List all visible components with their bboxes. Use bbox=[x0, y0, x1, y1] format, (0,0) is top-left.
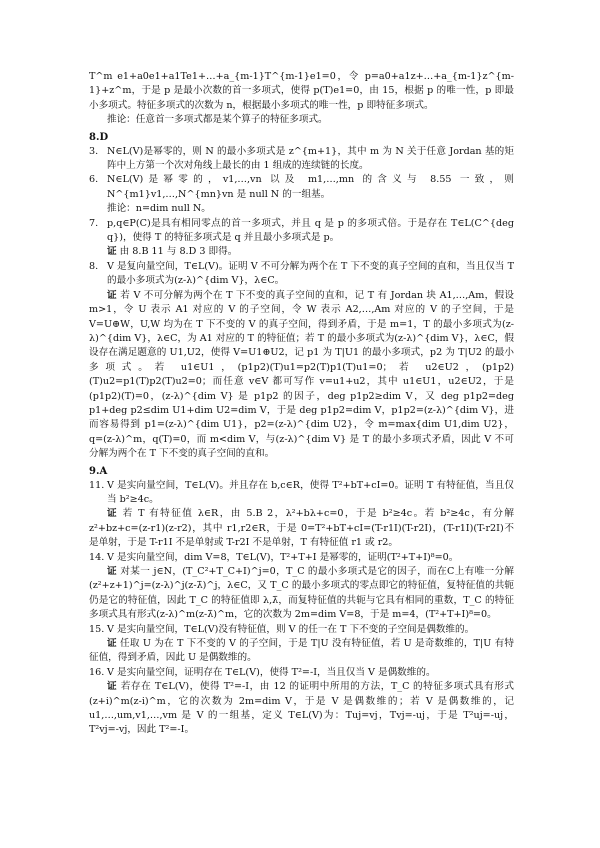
corollary-dim-null: 推论：n=dim null N。 bbox=[107, 203, 211, 215]
proof-label: 证 bbox=[107, 508, 119, 520]
proof-paragraph bbox=[89, 289, 514, 462]
proof-text: 若 V 不可分解为两个在 T 下不变的真子空间的直和，记 T 有 Jordan 块 A1,…,Am，假设 m>1，令 U 表示 A1 对应的 V 的子空间，令 W 表示 A2,…,Am 对应的 V 的子空间，于是 V=U⊕W，U,W 均为在 T 下不变的 V 的真子空间，得到矛盾，于是 m=1，T 的最小多项式为(z-λ)^{dim V}，λ∈C，为 A1 对应的 T 的特征值；若 T 的最小多项式为(z-λ)^{dim V}，λ∈C，假设存在满足题意的 U1,U2，使得 V=U1⊕U2，记 p1 为 T|U1 的最小多项式，p2 为 T|U2 的最小多项式。若 u1∈U1，(p1p2)(T)u1=p2(T)p1(T)u1=0；若 u2∈U2，(p1p2)(T)u2=p1(T)p2(T)u2=0；而任意 v∈V 都可写作 v=u1+u2，其中 u1∈U1，u2∈U2，于是(p1p2)(T)=0，(z-λ)^{dim V} 是 p1p2 的因子，deg p1p2≥dim V，又 deg p1p2=deg p1+deg p2≤dim U1+dim U2=dim V，于是 deg p1p2=dim V，p1p2=(z-λ)^{dim V}，进而容易得到 p1=(z-λ)^{dim U1}，p2=(z-λ)^{dim U2}，令 m=max{dim U1,dim U2}，q=(z-λ)^m，q(T)=0，而 m<dim V，与(z-λ)^{dim V} 是 T 的最小多项式矛盾，因此 V 不可分解为两个在 T 下不变的真子空间的直和。 bbox=[89, 289, 514, 460]
proof-label: 证 bbox=[107, 638, 117, 650]
proof-paragraph bbox=[89, 507, 514, 550]
proof-text: 任取 U 为在 T 下不变的 V 的子空间，于是 T|U 没有特征值，若 U 是奇数维的，T|U 有特征值，得到矛盾，因此 U 是偶数维的。 bbox=[89, 638, 514, 664]
proof-text: 对某一 j∈N，(T_C²+T_C+I)^j=0，T_C 的最小多项式是它的因子，而在C上有唯一分解(z²+z+1)^j=(z-λ)^j(z-λ̄)^j，λ∈C，又 T_C 的最小多项式的零点即它的特征值，复特征值的共轭仍是它的特征值，因此 T_C 的特征值即 λ,λ̄，而复特征值的共轭与它具有相同的重数，T_C 的特征多项式具有形式(z-λ)^m(z-λ̄)^m，它的次数为 2m=dim V=8，于是 m=4，(T²+T+I)⁸=0。 bbox=[89, 566, 514, 621]
proof-paragraph bbox=[89, 637, 514, 666]
exercise-text: V 是复向量空间，T∈L(V)。证明 V 不可分解为两个在 T 下不变的真子空间的直和，当且仅当 T 的最小多项式为(z-λ)^{dim V}，λ∈C。 bbox=[107, 260, 514, 287]
proof-text: 若 T 有特征值 λ∈R，由 5.B 2，λ²+bλ+c=0，于是 b²≥4c。若 b²≥4c，有分解 z²+bz+c=(z-r1)(z-r2)，其中 r1,r2∈R，于是 0=T²+bT+cI=(T-r1I)(T-r2I)，(T-r1I)(T-r2I)不是单射，于是 T-r1I 不是单射或 T-r2I 不是单射，T 有特征值 r1 或 r2。 bbox=[89, 508, 514, 549]
exercise-item bbox=[89, 260, 514, 289]
exercise-text: N∈L(V)是幂零的，v1,…,vn 以及 m1,…,mn 的含义与 8.55 一致，则 N^{m1}v1,…,N^{mn}vn 是 null N 的一组基。 bbox=[107, 174, 514, 200]
proof-text: 若存在 T∈L(V)，使得 T²=-I，由 12 的证明中所用的方法，T_C 的特征多项式具有形式(z+i)^m(z-i)^m，它的次数为 2m=dim V，于是 V 是偶数维的；若 V 是偶数维的，记 u1,…,um,v1,…,vm 是 V 的一组基，定义 T∈L(V)为：Tuj=vj，Tvj=-uj，于是 T²uj=-uj，T²vj=-vj，因此 T²=-I。 bbox=[89, 681, 514, 736]
exercise-item bbox=[89, 479, 514, 508]
proof-label: 证 bbox=[107, 289, 117, 301]
proof-paragraph bbox=[89, 565, 514, 623]
proof-label: 证 bbox=[107, 246, 117, 258]
corollary-characteristic-polynomial: 推论：任意首一多项式都是某个算子的特征多项式。 bbox=[107, 114, 328, 126]
exercise-number: 7. bbox=[89, 217, 99, 229]
exercise-item bbox=[89, 217, 514, 246]
proof-paragraph bbox=[89, 680, 514, 738]
proof-paragraph bbox=[89, 245, 514, 259]
exercise-text: V 是实向量空间，证明存在 T∈L(V)，使得 T²=-I，当且仅当 V 是偶数维的。 bbox=[107, 666, 436, 678]
exercise-item bbox=[89, 551, 514, 565]
exercise-item bbox=[89, 666, 514, 680]
proof-label: 证 bbox=[107, 681, 118, 693]
exercise-item bbox=[89, 145, 514, 174]
exercise-item bbox=[89, 173, 514, 202]
exercise-number: 8. bbox=[89, 260, 99, 272]
section-heading-9a: 9.A bbox=[89, 465, 108, 477]
proof-label: 证 bbox=[107, 566, 117, 577]
exercise-number: 6. bbox=[89, 174, 99, 186]
exercise-text: N∈L(V)是幂零的，则 N 的最小多项式是 z^{m+1}，其中 m 为 N 关于任意 Jordan 基的矩阵中上方第一个次对角线上最长的由 1 组成的连续链的长度。 bbox=[107, 145, 514, 172]
exercise-number: 16. bbox=[89, 666, 105, 678]
exercise-text: V 是实向量空间，dim V=8，T∈L(V)，T²+T+I 是幂零的，证明(T²+T+I)⁸=0。 bbox=[107, 551, 459, 563]
proof-text: 由 8.B 11 与 8.D 3 即得。 bbox=[119, 246, 238, 258]
exercise-item bbox=[89, 623, 514, 637]
exercise-number: 3. bbox=[89, 145, 99, 157]
exercise-text: V 是实向量空间，T∈L(V)。并且存在 b,c∈R，使得 T²+bT+cI=0。证明 T 有特征值，当且仅当 b²≥4c。 bbox=[107, 479, 514, 505]
exercise-text: V 是实向量空间，T∈L(V)没有特征值，则 V 的任一在 T 下不变的子空间是偶数维的。 bbox=[107, 623, 475, 635]
exercise-text: p,q∈P(C)是具有相同零点的首一多项式，并且 q 是 p 的多项式倍。于是存在 T∈L(C^{deg q})，使得 T 的特征多项式是 q 并且最小多项式是 p。 bbox=[107, 217, 514, 244]
section-heading-8d: 8.D bbox=[89, 131, 109, 143]
exercise-number: 15. bbox=[89, 623, 105, 635]
exercise-number: 11. bbox=[89, 479, 105, 491]
paragraph-minimal-polynomial: T^m e1+a0e1+a1Te1+…+a_{m-1}T^{m-1}e1=0，令 p=a0+a1z+…+a_{m-1}z^{m-1}+z^m，于是 p 是最小次数的首一多项式，使得 p(T)e1=0，由 15，根据 p 的唯一性，p 即最小多项式。特征多项式的次数为 n，根据最小多项式的唯一性，p 即特征多项式。 bbox=[89, 71, 514, 111]
exercise-number: 14. bbox=[89, 551, 105, 563]
